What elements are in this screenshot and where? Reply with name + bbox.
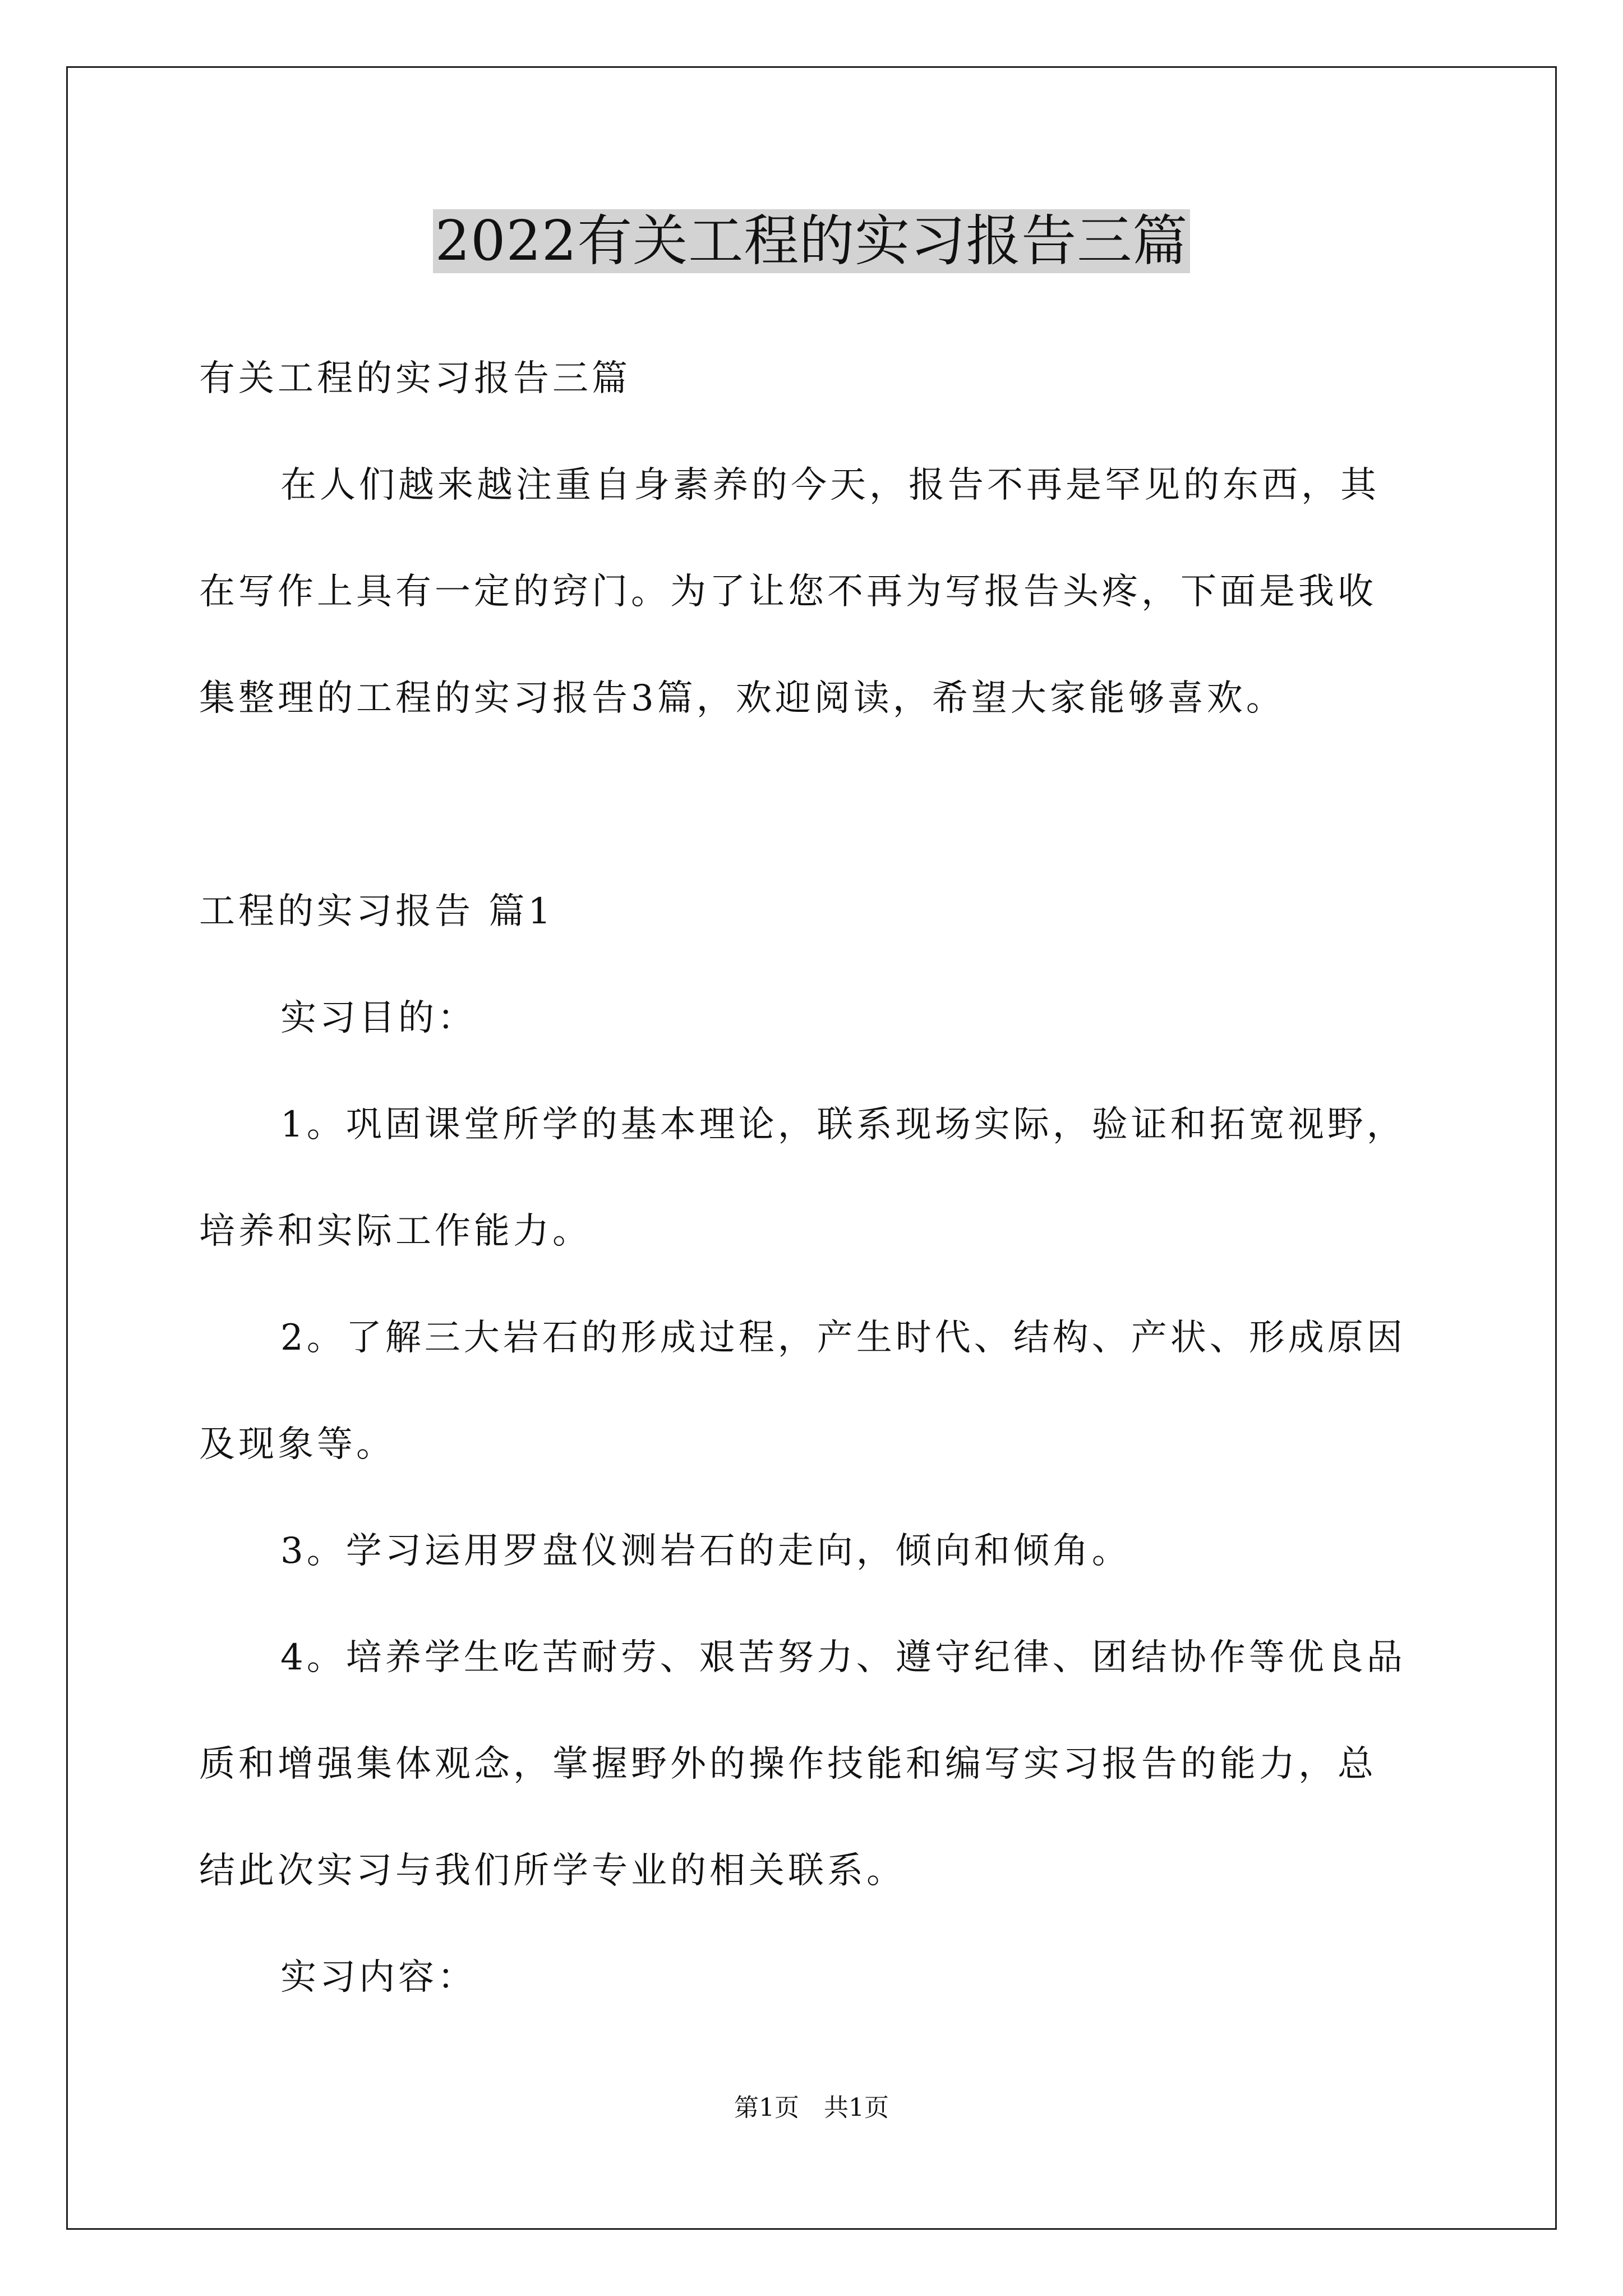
purpose-item-1-line-1: 1。巩固课堂所学的基本理论，联系现场实际，验证和拓宽视野，	[280, 1104, 1406, 1145]
intro-line-2: 在写作上具有一定的窍门。为了让您不再为写报告头疼，下面是我收	[199, 571, 1377, 613]
purpose-item-1-line-2: 培养和实际工作能力。	[199, 1211, 592, 1252]
purpose-item-2-line-2: 及现象等。	[199, 1424, 395, 1465]
purpose-item-4-line-2: 质和增强集体观念，掌握野外的操作技能和编写实习报告的能力，总	[199, 1743, 1377, 1785]
purpose-item-2-line-1: 2。了解三大岩石的形成过程，产生时代、结构、产状、形成原因	[280, 1317, 1406, 1359]
purpose-item-4-line-3: 结此次实习与我们所学专业的相关联系。	[199, 1850, 906, 1892]
content-heading: 实习内容：	[280, 1957, 477, 1998]
purpose-item-4-line-1: 4。培养学生吃苦耐劳、艰苦努力、遵守纪律、团结协作等优良品	[280, 1637, 1406, 1678]
document-title-text: 2022有关工程的实习报告三篇	[433, 209, 1190, 273]
page-footer: 第1页 共1页	[734, 2093, 889, 2122]
purpose-heading: 实习目的：	[280, 997, 477, 1039]
purpose-item-3-line-1: 3。学习运用罗盘仪测岩石的走向，倾向和倾角。	[280, 1530, 1131, 1572]
intro-line-1: 在人们越来越注重自身素养的今天，报告不再是罕见的东西，其	[280, 464, 1380, 506]
section-heading: 工程的实习报告 篇1	[199, 891, 555, 932]
document-subtitle: 有关工程的实习报告三篇	[199, 358, 631, 399]
intro-line-3: 集整理的工程的实习报告3篇，欢迎阅读，希望大家能够喜欢。	[199, 678, 1285, 719]
document-title	[0, 202, 1623, 280]
